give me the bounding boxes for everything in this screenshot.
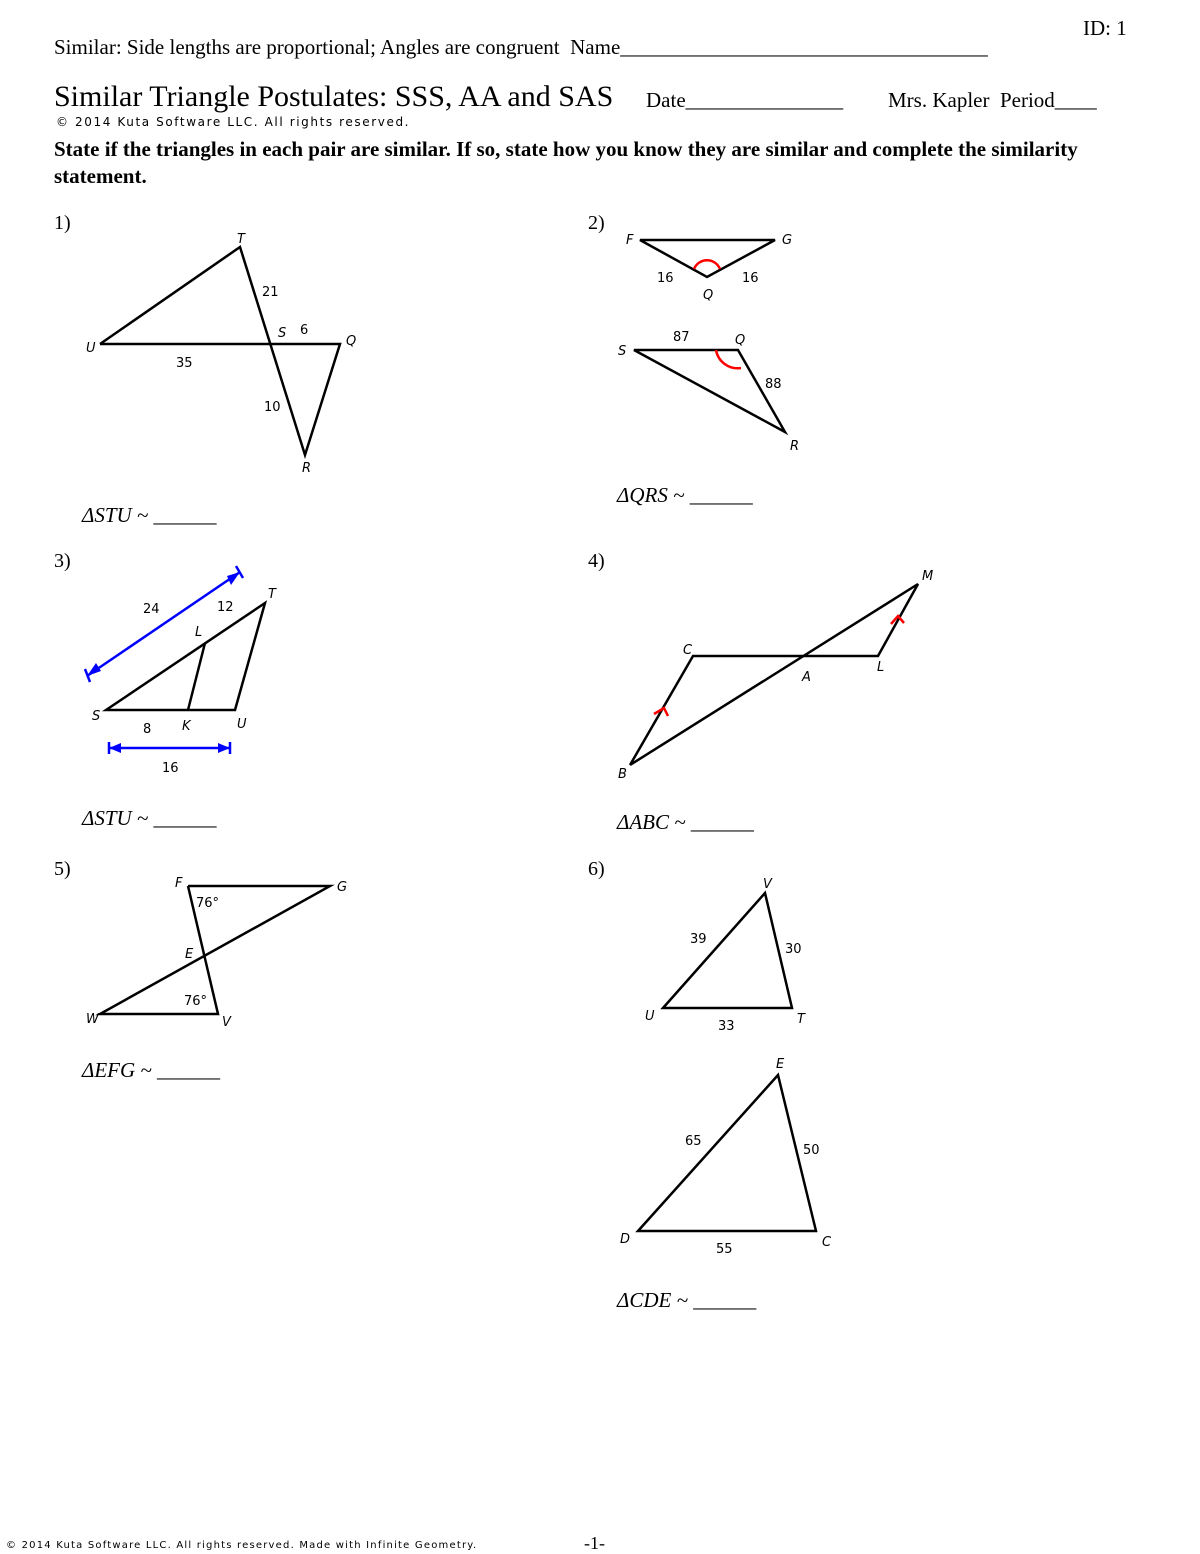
problem-6-statement	[617, 1288, 756, 1313]
side-UT-length: 33	[718, 1019, 735, 1034]
vertex-C: C	[683, 643, 693, 658]
side-SU-length: 16	[162, 761, 179, 776]
statement-text: ΔQRS ~	[617, 483, 690, 507]
vertex-V: V	[222, 1015, 231, 1030]
vertex-Q-bottom: Q	[735, 333, 746, 348]
answer-blank: ______	[157, 1058, 221, 1082]
side-VT-length: 30	[785, 942, 802, 957]
side-LT-length: 12	[217, 600, 234, 615]
vertex-E: E	[185, 947, 194, 962]
statement-text: ΔSTU ~	[82, 806, 154, 830]
vertex-K: K	[182, 719, 191, 734]
vertex-T: T	[268, 587, 276, 602]
answer-blank: ______	[690, 810, 754, 834]
vertex-U: U	[645, 1009, 655, 1024]
side-GQ-length: 16	[742, 271, 759, 286]
vertex-U: U	[86, 341, 96, 356]
vertex-L: L	[877, 660, 885, 675]
vertex-Q: Q	[346, 334, 357, 349]
vertex-M: M	[922, 569, 934, 584]
copyright-header: © 2014 Kuta Software LLC. All rights reserved.	[56, 115, 411, 129]
vertex-Q-top: Q	[703, 288, 714, 303]
topic-text: Similar: Side lengths are proportional; Angles are congruent	[54, 35, 560, 59]
side-EC-length: 50	[803, 1143, 820, 1158]
vertex-G: G	[782, 233, 793, 248]
vertex-W: W	[86, 1012, 99, 1027]
triangle-UVT	[663, 893, 792, 1008]
statement-text: ΔCDE ~	[617, 1288, 694, 1312]
name-field: Name___________________________________	[570, 35, 988, 59]
answer-blank: ______	[153, 503, 217, 527]
vertex-T: T	[237, 232, 245, 247]
vertex-R: R	[302, 461, 312, 476]
side-SQ-length: 6	[300, 323, 309, 338]
answer-blank: ______	[153, 806, 217, 830]
statement-text: ΔABC ~	[617, 810, 691, 834]
vertex-V: V	[763, 877, 772, 892]
side-ST-length: 24	[143, 602, 160, 617]
side-SQ-length: 87	[673, 330, 690, 345]
page-number: -1-	[584, 1533, 605, 1553]
problem-4-number: 4)	[588, 550, 605, 572]
instructions: State if the triangles in each pair are similar. If so, state how you know they are similar and complete the similarity statement.	[54, 137, 1078, 188]
problem-5-number: 5)	[54, 858, 71, 880]
vertex-E: E	[776, 1057, 785, 1072]
vertex-S: S	[278, 326, 287, 341]
vertex-A: A	[802, 670, 811, 685]
statement-text: ΔEFG ~	[82, 1058, 158, 1082]
vertex-S: S	[618, 344, 627, 359]
vertex-U: U	[237, 717, 247, 732]
teacher-name: Mrs. Kapler	[888, 88, 990, 112]
side-QR-length: 88	[765, 377, 782, 392]
vertex-S: S	[92, 709, 101, 724]
side-FQ-length: 16	[657, 271, 674, 286]
vertex-D: D	[620, 1232, 631, 1247]
problem-2-number: 2)	[588, 212, 605, 234]
side-DC-length: 55	[716, 1242, 733, 1257]
vertex-T: T	[797, 1012, 805, 1027]
answer-blank: ______	[689, 483, 753, 507]
statement-text: ΔSTU ~	[82, 503, 154, 527]
vertex-B: B	[618, 767, 627, 782]
vertex-F: F	[175, 876, 183, 891]
problem-3-number: 3)	[54, 550, 71, 572]
footer-copyright: © 2014 Kuta Software LLC. All rights reserved. Made with Infinite Geometry.	[6, 1540, 478, 1551]
side-UV-length: 39	[690, 932, 707, 947]
worksheet-id: ID: 1	[1083, 16, 1127, 40]
date-field: Date_______________	[646, 88, 844, 112]
problem-1-number: 1)	[54, 212, 71, 234]
side-US-length: 35	[176, 356, 193, 371]
problem-6-number: 6)	[588, 858, 605, 880]
vertex-G: G	[337, 880, 348, 895]
side-SR-length: 10	[264, 400, 281, 415]
angle-V-measure: 76°	[184, 994, 208, 1009]
page-title: Similar Triangle Postulates: SSS, AA and SAS	[54, 80, 614, 113]
vertex-R: R	[790, 439, 800, 454]
period-field: Period____	[999, 88, 1097, 112]
vertex-F: F	[626, 233, 634, 248]
vertex-C: C	[822, 1235, 832, 1250]
answer-blank: ______	[693, 1288, 757, 1312]
triangle-DEC	[638, 1075, 816, 1231]
side-DE-length: 65	[685, 1134, 702, 1149]
side-TS-length: 21	[262, 285, 279, 300]
angle-F-measure: 76°	[196, 896, 220, 911]
vertex-L: L	[195, 625, 203, 640]
side-SK-length: 8	[143, 722, 152, 737]
